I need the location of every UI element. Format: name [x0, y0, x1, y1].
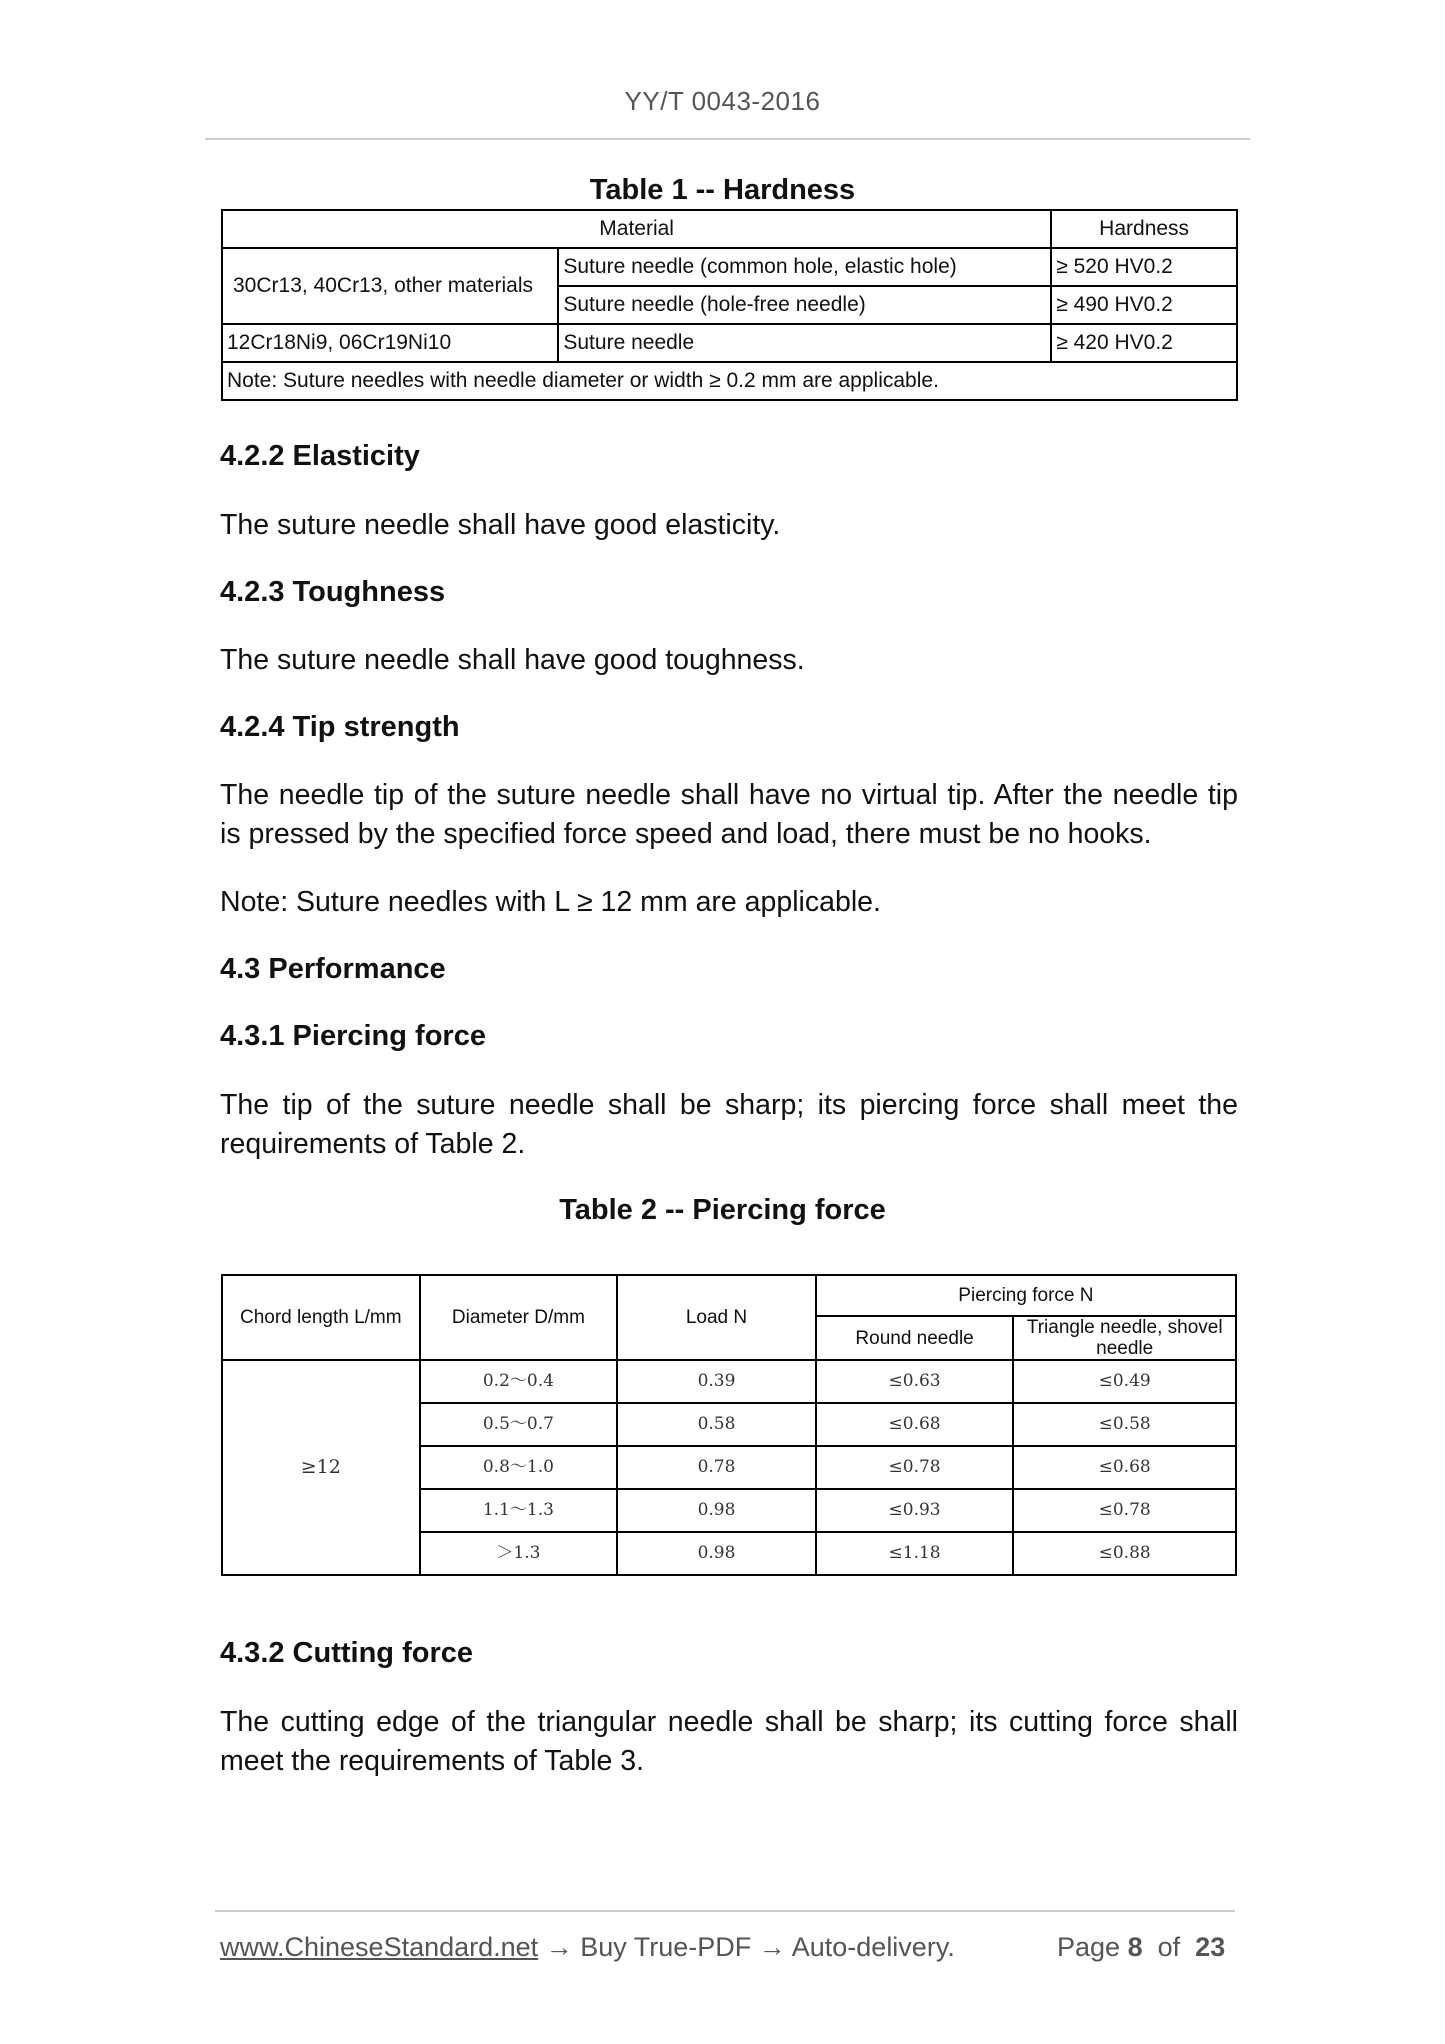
table2-cell-diameter: 1.1～1.3: [420, 1489, 618, 1532]
footer-promo-text: → Buy True-PDF → Auto-delivery.: [538, 1932, 955, 1962]
table2-cell-diameter: 0.5～0.7: [420, 1403, 618, 1446]
table1-group2-material: 12Cr18Ni9, 06Cr19Ni10: [222, 324, 558, 362]
table1-caption: Table 1 -- Hardness: [589, 174, 856, 206]
table2-cell-load: 0.98: [617, 1489, 816, 1532]
table1-header-hardness: Hardness: [1051, 210, 1237, 248]
table2-cell-round: ≤0.78: [816, 1446, 1014, 1489]
table2-cell-round: ≤0.68: [816, 1403, 1014, 1446]
table2-cell-round: ≤0.93: [816, 1489, 1014, 1532]
section-4-2-2-heading: 4.2.2 Elasticity: [220, 440, 420, 472]
footer-promo: [220, 1932, 955, 1963]
table2-cell-diameter: 0.8～1.0: [420, 1446, 618, 1489]
section-4-2-4-note: Note: Suture needles with L ≥ 12 mm are applicable.: [220, 886, 881, 918]
table1-row2-hardness: ≥ 490 HV0.2: [1051, 286, 1237, 324]
table2-cell-load: 0.78: [617, 1446, 816, 1489]
table1-group1-material: 30Cr13, 40Cr13, other materials: [222, 248, 558, 324]
section-4-2-4-heading: 4.2.4 Tip strength: [220, 711, 460, 743]
page-indicator: [1057, 1932, 1225, 1963]
table1-header-material: Material: [222, 210, 1051, 248]
section-4-2-3-heading: 4.2.3 Toughness: [220, 576, 446, 608]
document-id-header: YY/T 0043-2016: [624, 86, 821, 116]
table2-caption: Table 2 -- Piercing force: [559, 1194, 886, 1226]
table2-cell-round: ≤0.63: [816, 1360, 1014, 1403]
section-4-2-4-text: The needle tip of the suture needle shall have no virtual tip. After the needle tip is pressed by the specified force speed and load, there must be no hooks.: [220, 779, 1238, 850]
table1-row3-hardness: ≥ 420 HV0.2: [1051, 324, 1237, 362]
footer-divider: [215, 1910, 1235, 1912]
piercing-force-table: [221, 1274, 1237, 1576]
table2-cell-load: 0.58: [617, 1403, 816, 1446]
table2-cell-round: ≤1.18: [816, 1532, 1014, 1575]
section-4-2-2-text: The suture needle shall have good elasticity.: [220, 509, 781, 541]
table2-cell-diameter: 0.2～0.4: [420, 1360, 618, 1403]
table2-header-diameter: Diameter D/mm: [420, 1275, 618, 1360]
section-4-2-3-text: The suture needle shall have good toughness.: [220, 644, 805, 676]
page-word: Page: [1057, 1932, 1121, 1962]
section-4-3-heading: 4.3 Performance: [220, 953, 446, 985]
page-total: 23: [1195, 1932, 1226, 1962]
table2-cell-load: 0.39: [617, 1360, 816, 1403]
table2-header-round: Round needle: [816, 1316, 1014, 1360]
table1-row2-item: Suture needle (hole-free needle): [558, 286, 1051, 324]
table1-row3-item: Suture needle: [558, 324, 1051, 362]
section-4-3-2-heading: 4.3.2 Cutting force: [220, 1637, 473, 1669]
section-4-3-1-heading: 4.3.1 Piercing force: [220, 1020, 486, 1052]
table2-header-triangle: Triangle needle, shovel needle: [1013, 1316, 1236, 1360]
page-number: 8: [1127, 1932, 1143, 1962]
table2-header-piercing: Piercing force N: [816, 1275, 1236, 1316]
of-word: of: [1157, 1932, 1181, 1962]
table2-cell-triangle: ≤0.68: [1013, 1446, 1236, 1489]
section-4-3-1-text: The tip of the suture needle shall be sharp; its piercing force shall meet the requirements of Table 2.: [220, 1089, 1238, 1160]
table1-row1-item: Suture needle (common hole, elastic hole): [558, 248, 1051, 286]
table2-header-load: Load N: [617, 1275, 816, 1360]
table1-row1-hardness: ≥ 520 HV0.2: [1051, 248, 1237, 286]
table2-cell-triangle: ≤0.58: [1013, 1403, 1236, 1446]
section-4-3-2-text: The cutting edge of the triangular needle shall be sharp; its cutting force shall meet the requirements of Table 3.: [220, 1706, 1238, 1777]
header-divider: [205, 138, 1250, 140]
table2-chord-value: ≥12: [222, 1360, 420, 1575]
table2-cell-diameter: ＞1.3: [420, 1532, 618, 1575]
table2-cell-triangle: ≤0.78: [1013, 1489, 1236, 1532]
table2-cell-load: 0.98: [617, 1532, 816, 1575]
table1-note: Note: Suture needles with needle diameter or width ≥ 0.2 mm are applicable.: [222, 362, 1237, 400]
table2-cell-triangle: ≤0.88: [1013, 1532, 1236, 1575]
table2-header-chord: Chord length L/mm: [222, 1275, 420, 1360]
table2-cell-triangle: ≤0.49: [1013, 1360, 1236, 1403]
website-link[interactable]: www.ChineseStandard.net: [220, 1932, 539, 1962]
hardness-table: [221, 209, 1238, 401]
